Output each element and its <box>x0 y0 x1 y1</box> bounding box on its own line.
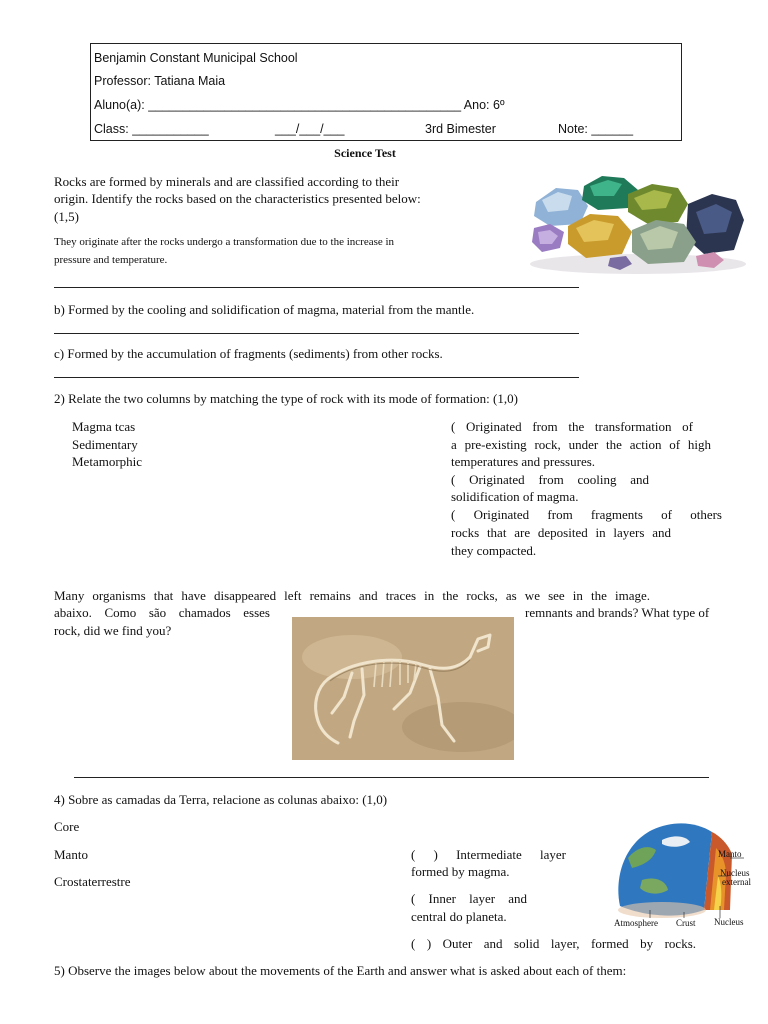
page-title: Science Test <box>334 146 396 160</box>
q1-intro-line-1: Rocks are formed by minerals and are classified according to their <box>54 174 400 189</box>
q2-right-line-7: rocks that are deposited in layers and <box>451 525 671 540</box>
label-atmosphere: Atmosphere <box>614 918 658 928</box>
q2-left-item-3: Metamorphic <box>72 454 143 469</box>
q3-line-1: Many organisms that have disappeared left remains and traces in the rocks, as we see in the image. <box>54 588 650 603</box>
professor-name: Professor: Tatiana Maia <box>94 74 226 88</box>
earth-layers-diagram <box>612 818 762 933</box>
q3-answer-line[interactable] <box>74 777 709 778</box>
rocks-image <box>528 172 750 276</box>
class-field[interactable]: Class: ___________ <box>94 122 209 136</box>
q2-right-line-8: they compacted. <box>451 543 537 558</box>
school-name: Benjamin Constant Municipal School <box>94 51 298 65</box>
q1b-text: b) Formed by the cooling and solidification of magma, material from the mantle. <box>54 302 475 317</box>
q1-intro-line-3: (1,5) <box>54 209 79 224</box>
q1-intro-line-2: origin. Identify the rocks based on the characteristics presented below: <box>54 191 421 206</box>
q4-left-item-1: Core <box>54 819 80 834</box>
q4-right-line-2: formed by magma. <box>411 864 510 879</box>
q4-prompt: 4) Sobre as camadas da Terra, relacione as colunas abaixo: (1,0) <box>54 792 388 807</box>
label-manto: Manto <box>718 849 742 859</box>
q4-right-line-5[interactable]: ( ) Outer and solid layer, formed by rocks. <box>411 936 696 951</box>
label-nucleus-external-1: Nucleus <box>720 868 750 878</box>
q4-right-line-1[interactable]: ( ) Intermediate layer <box>411 847 566 862</box>
note-field[interactable]: Note: ______ <box>558 122 634 136</box>
q2-right-line-2: a pre-existing rock, under the action of high <box>451 437 711 452</box>
fossil-image <box>292 617 514 760</box>
q5-prompt: 5) Observe the images below about the movements of the Earth and answer what is asked about each of them: <box>54 963 627 978</box>
q4-right-line-3[interactable]: ( Inner layer and <box>411 891 527 906</box>
q2-right-line-5: solidification of magma. <box>451 489 579 504</box>
q1a-line-1: They originate after the rocks undergo a transformation due to the increase in <box>54 236 395 248</box>
q3-line-2-left: abaixo. Como são chamados esses <box>54 605 270 620</box>
label-nucleus: Nucleus <box>714 917 744 927</box>
student-field[interactable]: Aluno(a): _____________________________________________ Ano: 6º <box>94 98 505 112</box>
label-crust: Crust <box>676 918 696 928</box>
q1a-answer-line[interactable] <box>54 287 579 288</box>
q2-left-item-1: Magma tcas <box>72 419 136 434</box>
q3-line-2-right: remnants and brands? What type of <box>525 605 710 620</box>
q2-right-line-6[interactable]: ( Originated from fragments of others <box>451 507 722 522</box>
q1c-text: c) Formed by the accumulation of fragments (sediments) from other rocks. <box>54 346 443 361</box>
q2-left-item-2: Sedimentary <box>72 437 138 452</box>
label-nucleus-external-2: external <box>722 877 751 887</box>
q1a-line-2: pressure and temperature. <box>54 254 168 266</box>
q2-right-line-3: temperatures and pressures. <box>451 454 596 469</box>
q2-prompt: 2) Relate the two columns by matching the type of rock with its mode of formation: (1,0) <box>54 391 518 406</box>
bimester-label: 3rd Bimester <box>425 122 496 136</box>
q3-line-3: rock, did we find you? <box>54 623 172 638</box>
q4-left-item-2: Manto <box>54 847 88 862</box>
q2-right-line-1[interactable]: ( Originated from the transformation of <box>451 419 693 434</box>
q1c-answer-line[interactable] <box>54 377 579 378</box>
q2-right-line-4[interactable]: ( Originated from cooling and <box>451 472 649 487</box>
q4-left-item-3: Crostaterrestre <box>54 874 131 889</box>
q1b-answer-line[interactable] <box>54 333 579 334</box>
date-field[interactable]: ___/___/___ <box>275 122 345 136</box>
q4-right-line-4: central do planeta. <box>411 909 507 924</box>
